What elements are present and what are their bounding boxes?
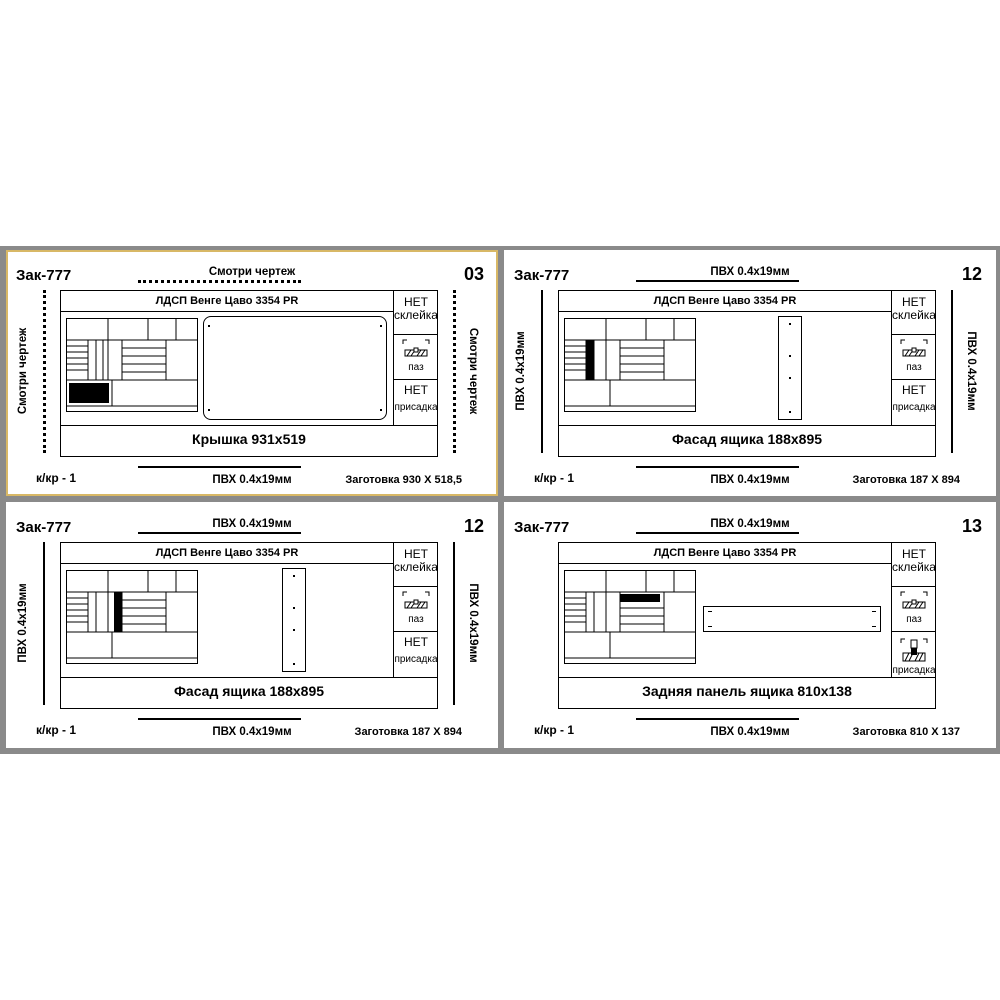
top-edge-line (138, 280, 301, 283)
part-name-row (559, 677, 935, 699)
groove-cell (394, 334, 438, 380)
part-label-card[interactable] (504, 250, 996, 496)
part-drawing (778, 316, 802, 420)
material-label: ЛДСП Венге Цаво 3354 PR (61, 543, 393, 564)
right-edge-label: Смотри чертеж (467, 327, 479, 415)
part-name-row (559, 425, 935, 447)
left-edge-label: Смотри чертеж (17, 327, 29, 415)
groove-icon (899, 590, 929, 614)
bottom-edge-label: ПВХ 0.4х19мм (212, 474, 292, 486)
part-name: Фасад ящика 188x895 (671, 431, 823, 447)
part-name-row (61, 677, 437, 699)
bottom-edge-label: ПВХ 0.4х19мм (212, 726, 292, 738)
glue-cell (394, 291, 438, 335)
drill-cell (394, 379, 438, 425)
part-frame (558, 542, 936, 709)
cabinet-thumbnail (66, 318, 198, 412)
order-number: Зак-777 (514, 519, 570, 536)
left-edge-label: ПВХ 0.4х19мм (17, 583, 29, 663)
groove-icon (899, 338, 929, 362)
drill-caption: присадка (892, 402, 936, 413)
groove-caption: паз (408, 614, 424, 625)
glue-caption: склейка (892, 560, 936, 574)
drill-cell (892, 631, 936, 677)
groove-caption: паз (906, 362, 922, 373)
left-edge-line (43, 542, 45, 705)
order-number: Зак-777 (16, 267, 72, 284)
part-number: 12 (463, 516, 484, 536)
top-edge-label: ПВХ 0.4х19мм (212, 518, 292, 530)
groove-icon (401, 338, 431, 362)
drill-cell (394, 631, 438, 677)
order-number: Зак-777 (16, 519, 72, 536)
top-edge-label: Смотри чертеж (208, 266, 296, 278)
top-edge-line (636, 532, 799, 534)
part-number: 12 (961, 264, 982, 284)
glue-caption: склейка (394, 560, 438, 574)
bottom-edge-label: ПВХ 0.4х19мм (710, 726, 790, 738)
left-edge-label: ПВХ 0.4х19мм (515, 331, 527, 411)
material-label: ЛДСП Венге Цаво 3354 PR (559, 543, 891, 564)
right-edge-label: ПВХ 0.4х19мм (467, 583, 479, 663)
top-edge-label: ПВХ 0.4х19мм (710, 518, 790, 530)
bottom-edge-line (636, 466, 799, 468)
part-label-card[interactable] (6, 502, 498, 748)
cabinet-thumbnail (564, 318, 696, 412)
drill-icon (899, 637, 929, 665)
glue-cell (394, 543, 438, 587)
part-number: 13 (961, 516, 982, 536)
glue-caption: склейка (892, 308, 936, 322)
part-frame (558, 290, 936, 457)
right-edge-label: ПВХ 0.4х19мм (965, 331, 977, 411)
right-edge-line (453, 542, 455, 705)
material-label: ЛДСП Венге Цаво 3354 PR (61, 291, 393, 312)
drill-caption: присадка (892, 665, 936, 676)
top-edge-label: ПВХ 0.4х19мм (710, 266, 790, 278)
cabinet-thumbnail (564, 570, 696, 664)
quantity-label: к/кр - 1 (36, 723, 77, 737)
groove-caption: паз (906, 614, 922, 625)
glue-status: НЕТ (902, 295, 926, 309)
part-name: Крышка 931x519 (192, 431, 306, 447)
top-edge-line (138, 532, 301, 534)
glue-cell (892, 543, 936, 587)
material-label: ЛДСП Венге Цаво 3354 PR (559, 291, 891, 312)
groove-caption: паз (408, 362, 424, 373)
process-column (393, 291, 438, 425)
bottom-edge-line (636, 718, 799, 720)
drill-caption: присадка (394, 654, 438, 665)
quantity-label: к/кр - 1 (534, 723, 575, 737)
part-drawing (282, 568, 306, 672)
glue-cell (892, 291, 936, 335)
glue-status: НЕТ (404, 295, 428, 309)
quantity-label: к/кр - 1 (36, 471, 77, 485)
bottom-edge-line (138, 466, 301, 468)
part-name: Фасад ящика 188x895 (173, 683, 325, 699)
process-column (393, 543, 438, 677)
blank-size: Заготовка 930 X 518,5 (345, 474, 462, 486)
groove-icon (401, 590, 431, 614)
glue-caption: склейка (394, 308, 438, 322)
drill-status: НЕТ (404, 383, 428, 397)
part-number: 03 (463, 264, 484, 284)
blank-size: Заготовка 187 X 894 (852, 474, 960, 486)
right-edge-line (453, 290, 456, 453)
quantity-label: к/кр - 1 (534, 471, 575, 485)
order-number: Зак-777 (514, 267, 570, 284)
part-label-card[interactable] (6, 250, 498, 496)
bottom-edge-line (138, 718, 301, 720)
part-label-card[interactable] (504, 502, 996, 748)
glue-status: НЕТ (902, 547, 926, 561)
blank-size: Заготовка 187 X 894 (354, 726, 462, 738)
process-column (891, 291, 936, 425)
process-column (891, 543, 936, 677)
groove-cell (394, 586, 438, 632)
drill-status: НЕТ (902, 383, 926, 397)
label-sheet (0, 246, 1000, 754)
part-name-row (61, 425, 437, 447)
part-drawing (203, 316, 387, 420)
left-edge-line (541, 290, 543, 453)
cabinet-thumbnail (66, 570, 198, 664)
bottom-edge-label: ПВХ 0.4х19мм (710, 474, 790, 486)
drill-caption: присадка (394, 402, 438, 413)
groove-cell (892, 334, 936, 380)
top-edge-line (636, 280, 799, 282)
drill-cell (892, 379, 936, 425)
drill-status: НЕТ (404, 635, 428, 649)
groove-cell (892, 586, 936, 632)
glue-status: НЕТ (404, 547, 428, 561)
part-frame (60, 542, 438, 709)
part-drawing (703, 606, 881, 632)
right-edge-line (951, 290, 953, 453)
left-edge-line (43, 290, 46, 453)
blank-size: Заготовка 810 X 137 (852, 726, 960, 738)
part-frame (60, 290, 438, 457)
part-name: Задняя панель ящика 810x138 (642, 683, 852, 699)
